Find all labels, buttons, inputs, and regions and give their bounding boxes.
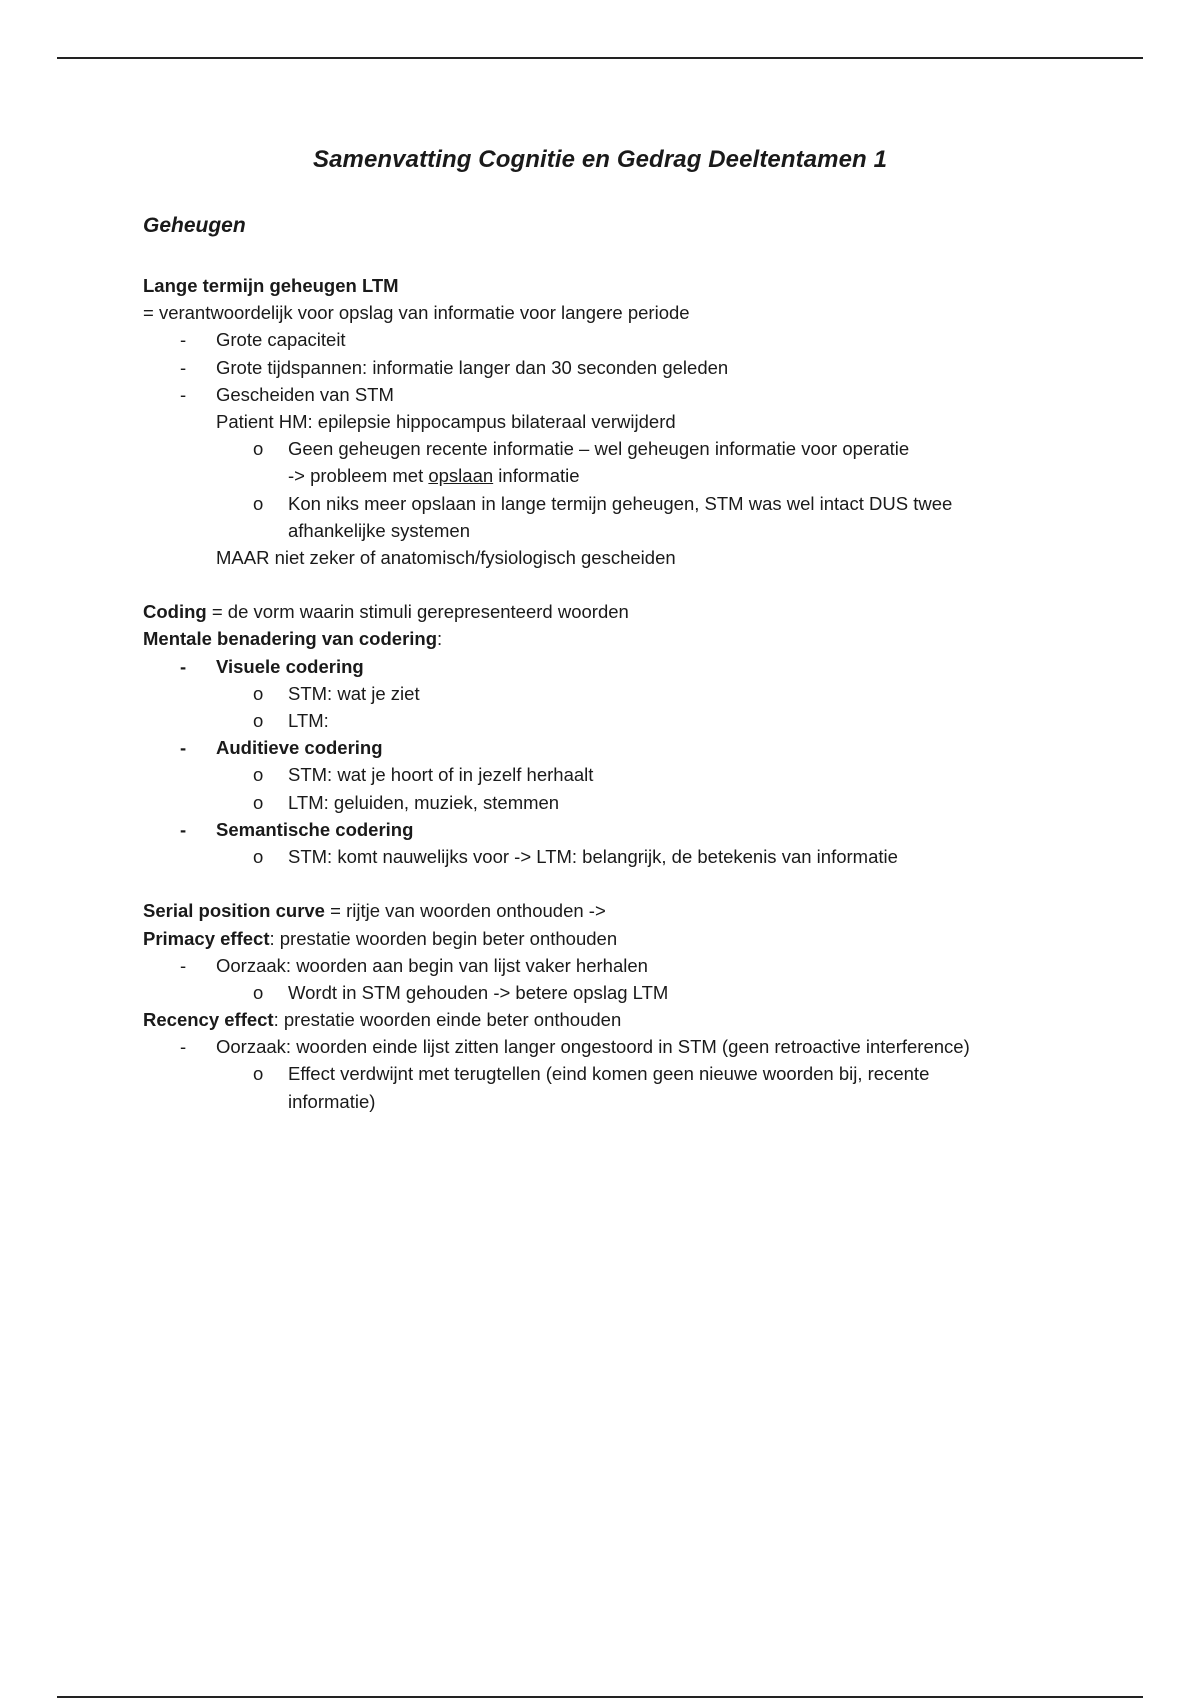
circle-bullet: o [253,438,264,460]
dash-bullet: - [180,954,187,976]
circle-bullet: o [253,492,264,514]
list-item-continuation: Patient HM: epilepsie hippocampus bilateraal verwijderd [216,410,676,432]
dash-bullet: - [180,1036,187,1058]
list-item: - Semantische codering [143,816,1073,843]
circle-bullet: o [253,764,264,786]
sub-list-item: o STM: komt nauwelijks voor -> LTM: belangrijk, de betekenis van informatie [143,843,1073,870]
sub-list-item: o Effect verdwijnt met terugtellen (eind komen geen nieuwe woorden bij, recente [143,1060,1073,1087]
sub-list-item-continuation: informatie) [288,1090,376,1112]
sub-list-item-continuation: -> probleem met opslaan informatie [288,465,580,487]
coding-approach: Mentale benadering van codering: [143,628,443,650]
sub-list-item: o STM: wat je hoort of in jezelf herhaalt [143,761,1073,788]
coding-definition: Coding = de vorm waarin stimuli gerepresenteerd woorden [143,601,629,623]
circle-bullet: o [253,981,264,1003]
recency-definition: Recency effect: prestatie woorden einde beter onthouden [143,1009,622,1031]
document-title: Samenvatting Cognitie en Gedrag Deeltentamen 1 [312,146,888,173]
circle-bullet: o [253,682,264,704]
dash-bullet: - [180,655,187,677]
list-item: - Oorzaak: woorden einde lijst zitten langer ongestoord in STM (geen retroactive interference) [143,1033,1073,1060]
ltm-heading: Lange termijn geheugen LTM [143,275,399,296]
list-item: - Visuele codering [143,653,1073,680]
sub-list-item: o Geen geheugen recente informatie – wel geheugen informatie voor operatie [143,435,1073,462]
sub-list-item: o LTM: [143,707,1073,734]
dash-bullet: - [180,356,187,378]
circle-bullet: o [253,791,264,813]
list-item-continuation: MAAR niet zeker of anatomisch/fysiologisch gescheiden [216,546,676,568]
list-item: - Auditieve codering [143,734,1073,761]
footer-rule [57,1696,1143,1698]
list-item: - Gescheiden van STM [143,381,1073,408]
sub-list-item: o Kon niks meer opslaan in lange termijn geheugen, STM was wel intact DUS twee [143,490,1073,517]
serial-definition: Serial position curve = rijtje van woorden onthouden -> [143,900,606,922]
sub-list-item: o Wordt in STM gehouden -> betere opslag LTM [143,979,1073,1006]
section-heading: Geheugen [143,214,246,237]
circle-bullet: o [253,1063,264,1085]
sub-list-item-continuation: afhankelijke systemen [288,519,471,541]
list-item: - Oorzaak: woorden aan begin van lijst vaker herhalen [143,952,1073,979]
dash-bullet: - [180,383,187,405]
dash-bullet: - [180,737,187,759]
document-body [143,272,1073,1115]
list-item: - Grote capaciteit [143,326,1073,353]
sub-list-item: o STM: wat je ziet [143,680,1073,707]
sub-list-item: o LTM: geluiden, muziek, stemmen [143,789,1073,816]
ltm-definition: = verantwoordelijk voor opslag van informatie voor langere periode [143,302,690,324]
header-rule [57,57,1143,59]
circle-bullet: o [253,710,264,731]
primacy-definition: Primacy effect: prestatie woorden begin beter onthouden [143,927,618,949]
circle-bullet: o [253,845,264,867]
list-item: - Grote tijdspannen: informatie langer dan 30 seconden geleden [143,354,1073,381]
dash-bullet: - [180,329,187,351]
underlined-word: opslaan [428,465,494,487]
dash-bullet: - [180,818,187,840]
